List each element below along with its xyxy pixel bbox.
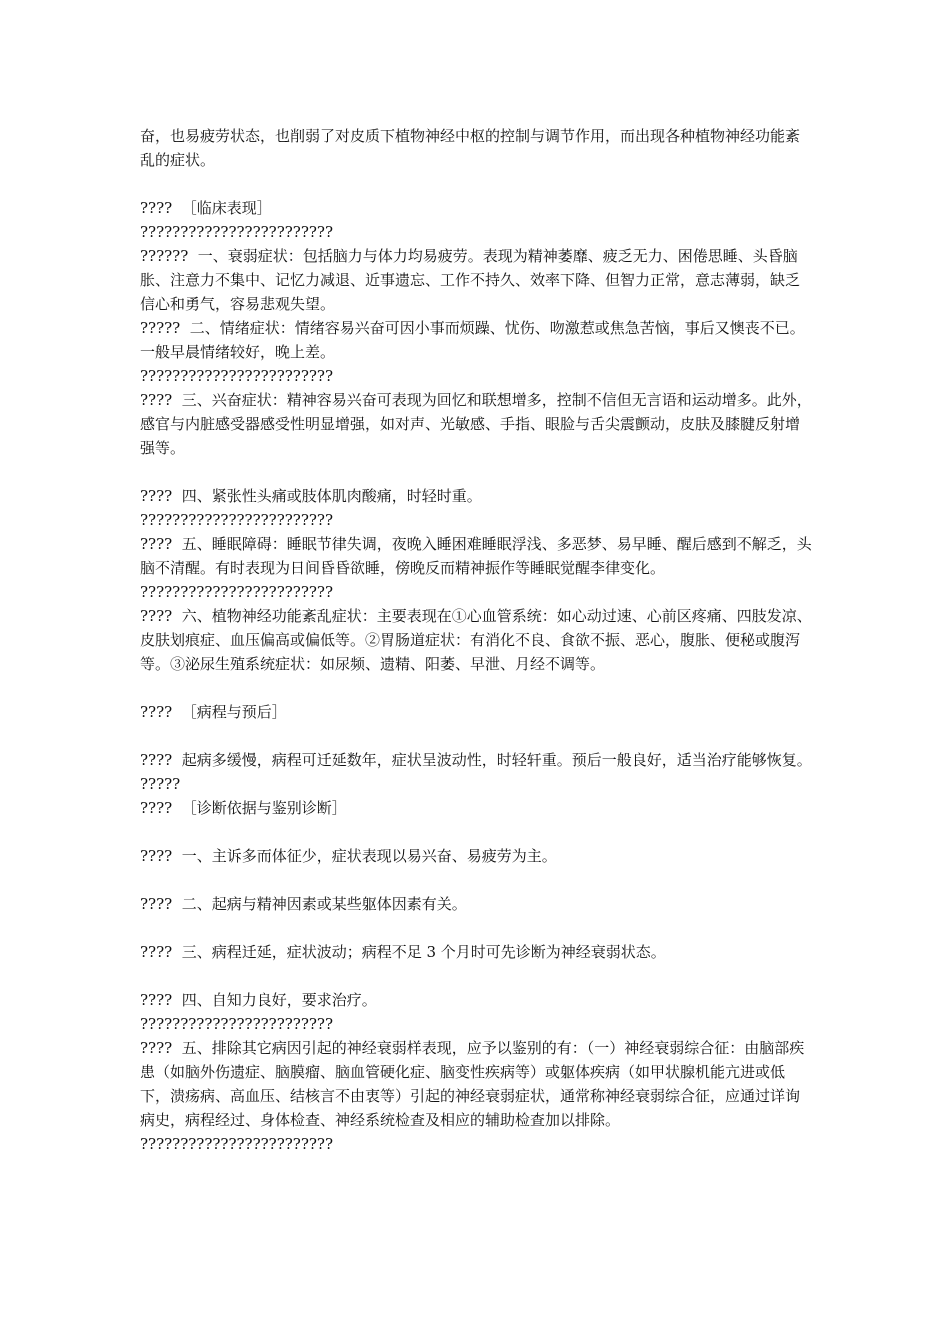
blank-line — [140, 964, 812, 988]
blank-line — [140, 820, 812, 844]
blank-line — [140, 172, 812, 196]
text-line: ???????????????????????? — [140, 223, 334, 241]
text-line: ???????????????????????? — [140, 1135, 334, 1153]
document-body — [140, 124, 812, 1156]
blank-line — [140, 676, 812, 700]
section-heading-diagnosis: ???? ［诊断依据与鉴别诊断］ — [140, 799, 347, 817]
text-line: ????? 二、情绪症状：情绪容易兴奋可因小事而烦躁、忧伤、吻激惹或焦急苦恼，事后又懊丧不已。一般早晨情绪较好，晚上差。 — [140, 319, 805, 361]
blank-line — [140, 868, 812, 892]
text-line: ???? 六、植物神经功能紊乱症状：主要表现在①心血管系统：如心动过速、心前区疼痛、四肢发凉、皮肤划痕症、血压偏高或偏低等。②胃肠道症状：有消化不良、食欲不振、恶心，腹胀、便秘或腹泻等。③泌尿生殖系统症状：如尿频、遗精、阳萎、早泄、月经不调等。 — [140, 607, 812, 673]
text-line: ???????????????????????? — [140, 1015, 334, 1033]
text-line: ???? 三、兴奋症状：精神容易兴奋可表现为回忆和联想增多，控制不信但无言语和运动增多。此外，感官与内脏感受器感受性明显增强，如对声、光敏感、手指、眼脸与舌尖震颤动，皮肤及膝腱反射增强等。 — [140, 391, 812, 457]
section-heading-prognosis: ???? ［病程与预后］ — [140, 703, 287, 721]
blank-line — [140, 460, 812, 484]
text-line: ???? 四、紧张性头痛或肢体肌肉酸痛，时轻时重。 — [140, 487, 482, 505]
text-line: ???? 五、排除其它病因引起的神经衰弱样表现，应予以鉴别的有：（一）神经衰弱综合征：由脑部疾患（如脑外伤遗症、脑膜瘤、脑血管硬化症、脑变性疾病等）或躯体疾病（如甲状腺机能亢进或低下，溃疡病、高血压、结核言不由衷等）引起的神经衰弱症状，通常称神经衰弱综合征，应通过详询病史，病程经过、身体检查、神经系统检查及相应的辅助检查加以排除。 — [140, 1039, 805, 1129]
text-line: ????? — [140, 775, 181, 793]
text-line: ???? 二、起病与精神因素或某些躯体因素有关。 — [140, 895, 467, 913]
text-line: ???? 五、睡眠障碍：睡眠节律失调，夜晚入睡困难睡眠浮浅、多恶梦、易早睡、醒后感到不解乏，头脑不清醒。有时表现为日间昏昏欲睡，傍晚反而精神振作等睡眠觉醒李律变化。 — [140, 535, 812, 577]
blank-line — [140, 724, 812, 748]
text-line: ???????????????????????? — [140, 367, 334, 385]
text-line: ???? 四、自知力良好，要求治疗。 — [140, 991, 377, 1009]
text-line: ???? 三、病程迁延，症状波动；病程不足 3 个月时可先诊断为神经衰弱状态。 — [140, 943, 666, 961]
text-line: ?????? 一、衰弱症状：包括脑力与体力均易疲劳。表现为精神萎靡、疲乏无力、困倦思睡、头昏脑胀、注意力不集中、记忆力减退、近事遗忘、工作不持久、效率下降、但智力正常，意志薄弱，缺乏信心和勇气，容易悲观失望。 — [140, 247, 801, 313]
text-line: ???????????????????????? — [140, 511, 334, 529]
blank-line — [140, 916, 812, 940]
text-line: ???????????????????????? — [140, 583, 334, 601]
text-line: 奋，也易疲劳状态，也削弱了对皮质下植物神经中枢的控制与调节作用，而出现各种植物神经功能紊乱的症状。 — [140, 127, 801, 169]
section-heading-clinical: ???? ［临床表现］ — [140, 199, 272, 217]
text-line: ???? 起病多缓慢，病程可迁延数年，症状呈波动性，时轻轩重。预后一般良好，适当治疗能够恢复。 — [140, 751, 812, 769]
text-line: ???? 一、主诉多而体征少，症状表现以易兴奋、易疲劳为主。 — [140, 847, 557, 865]
